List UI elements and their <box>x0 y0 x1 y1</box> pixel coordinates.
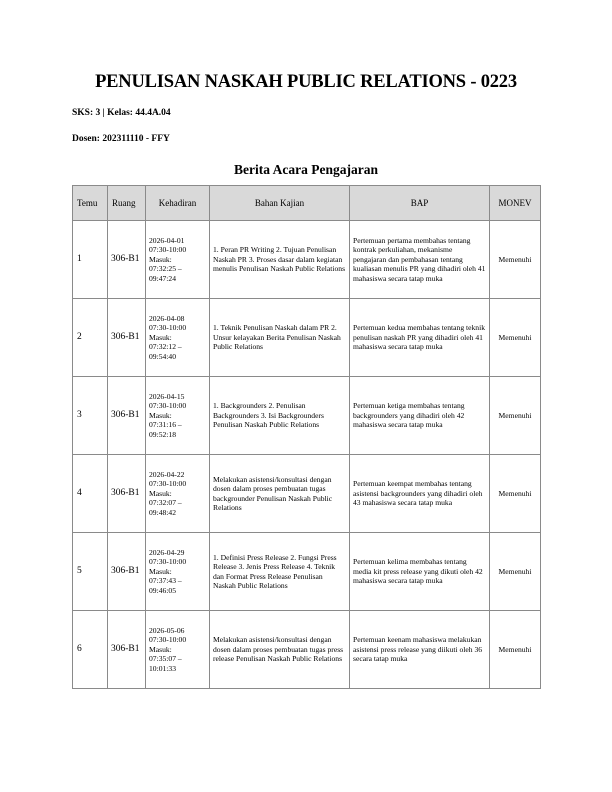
cell-bap: Pertemuan keempat membahas tentang asistensi backgrounders yang dihadiri oleh 43 mahasiswa secara tatap muka <box>350 455 490 533</box>
header-kehadiran: Kehadiran <box>146 186 210 221</box>
cell-ruang: 306-B1 <box>108 377 146 455</box>
table-row <box>73 533 541 611</box>
cell-bap: Pertemuan keenam mahasiswa melakukan asistensi press release yang diikuti oleh 36 secara tatap muka <box>350 611 490 689</box>
attendance-line: 2026-04-01 <box>149 235 185 245</box>
attendance-line: Masuk: <box>149 332 172 342</box>
attendance-line: Masuk: <box>149 254 172 264</box>
cell-bahan-kajian: Melakukan asistensi/konsultasi dengan dosen dalam proses pembuatan tugas press release Penulisan Naskah Public Relations <box>210 611 350 689</box>
attendance-line: 09:52:18 <box>149 429 177 439</box>
header-monev: MONEV <box>490 186 541 221</box>
table-body <box>73 221 541 689</box>
attendance-line: 07:30-10:00 <box>149 401 187 411</box>
cell-temu: 1 <box>73 221 108 299</box>
attendance-line: 07:30-10:00 <box>149 635 187 645</box>
attendance-line: 07:32:12 – <box>149 342 182 352</box>
table-header-row <box>73 186 541 221</box>
table-row <box>73 299 541 377</box>
cell-temu: 2 <box>73 299 108 377</box>
document-title: PENULISAN NASKAH PUBLIC RELATIONS - 0223 <box>95 72 517 92</box>
attendance-line: 07:32:25 – <box>149 264 182 274</box>
table-row <box>73 611 541 689</box>
cell-ruang: 306-B1 <box>108 221 146 299</box>
cell-bahan-kajian: 1. Peran PR Writing 2. Tujuan Penulisan Naskah PR 3. Proses dasar dalam kegiatan menulis Penulisan Naskah Public Relations <box>210 221 350 299</box>
attendance-line: 07:32:07 – <box>149 498 182 508</box>
cell-bahan-kajian: 1. Backgrounders 2. Penulisan Backgrounders 3. Isi Backgrounders Penulisan Naskah Public Relations <box>210 377 350 455</box>
attendance-line: 09:46:05 <box>149 585 177 595</box>
cell-temu: 4 <box>73 455 108 533</box>
attendance-line: 10:01:33 <box>149 663 177 673</box>
attendance-line: Masuk: <box>149 644 172 654</box>
cell-kehadiran <box>146 221 210 299</box>
attendance-line: 2026-04-22 <box>149 469 185 479</box>
attendance-line: 09:54:40 <box>149 351 177 361</box>
cell-kehadiran <box>146 299 210 377</box>
cell-ruang: 306-B1 <box>108 533 146 611</box>
cell-ruang: 306-B1 <box>108 299 146 377</box>
header-bahan-kajian: Bahan Kajian <box>210 186 350 221</box>
cell-bahan-kajian: 1. Definisi Press Release 2. Fungsi Press Release 3. Jenis Press Release 4. Teknik dan Format Press Release Penulisan Naskah Public Relations <box>210 533 350 611</box>
cell-kehadiran <box>146 611 210 689</box>
cell-monev: Memenuhi <box>490 299 541 377</box>
header-temu: Temu <box>73 186 108 221</box>
attendance-line: 07:30-10:00 <box>149 557 187 567</box>
attendance-line: 07:30-10:00 <box>149 479 187 489</box>
attendance-line: Masuk: <box>149 410 172 420</box>
table-row <box>73 221 541 299</box>
cell-kehadiran <box>146 533 210 611</box>
cell-kehadiran <box>146 377 210 455</box>
header-ruang: Ruang <box>108 186 146 221</box>
cell-monev: Memenuhi <box>490 455 541 533</box>
cell-bap: Pertemuan pertama membahas tentang kontrak perkuliahan, mekanisme pengajaran dan pembahasan tentang kualiasan menulis PR yang dihadiri oleh 41 mahasiswa secara tatap muka <box>350 221 490 299</box>
attendance-line: Masuk: <box>149 488 172 498</box>
cell-bahan-kajian: Melakukan asistensi/konsultasi dengan dosen dalam proses pembuatan tugas backgrounder Penulisan Naskah Public Relations <box>210 455 350 533</box>
section-subtitle: Berita Acara Pengajaran <box>234 162 378 177</box>
course-meta: SKS: 3 | Kelas: 44.4A.04 <box>72 108 171 118</box>
cell-monev: Memenuhi <box>490 221 541 299</box>
cell-bap: Pertemuan ketiga membahas tentang backgrounders yang dihadiri oleh 42 mahasiswa secara tatap muka <box>350 377 490 455</box>
attendance-line: 07:31:16 – <box>149 420 182 430</box>
cell-ruang: 306-B1 <box>108 455 146 533</box>
attendance-line: 2026-04-29 <box>149 547 185 557</box>
attendance-line: 2026-04-15 <box>149 391 185 401</box>
table-row <box>73 455 541 533</box>
attendance-line: 09:47:24 <box>149 273 177 283</box>
attendance-line: 09:48:42 <box>149 507 177 517</box>
attendance-line: 07:37:43 – <box>149 576 182 586</box>
attendance-line: Masuk: <box>149 566 172 576</box>
cell-monev: Memenuhi <box>490 533 541 611</box>
cell-kehadiran <box>146 455 210 533</box>
lecturer-meta: Dosen: 202311110 - FFY <box>72 134 170 144</box>
attendance-line: 2026-04-08 <box>149 313 185 323</box>
cell-bap: Pertemuan kedua membahas tentang teknik penulisan naskah PR yang dihadiri oleh 41 mahasiswa secara tatap muka <box>350 299 490 377</box>
attendance-line: 07:35:07 – <box>149 654 182 664</box>
attendance-line: 07:30-10:00 <box>149 245 187 255</box>
cell-bap: Pertemuan kelima membahas tentang media kit press release yang dikuti oleh 42 mahasiswa secara tatap muka <box>350 533 490 611</box>
attendance-line: 07:30-10:00 <box>149 323 187 333</box>
cell-monev: Memenuhi <box>490 377 541 455</box>
teaching-record-table <box>72 185 541 689</box>
cell-bahan-kajian: 1. Teknik Penulisan Naskah dalam PR 2. Unsur kelayakan Berita Penulisan Naskah Public Relations <box>210 299 350 377</box>
cell-temu: 5 <box>73 533 108 611</box>
cell-temu: 6 <box>73 611 108 689</box>
table-row <box>73 377 541 455</box>
attendance-line: 2026-05-06 <box>149 625 185 635</box>
cell-temu: 3 <box>73 377 108 455</box>
cell-ruang: 306-B1 <box>108 611 146 689</box>
cell-monev: Memenuhi <box>490 611 541 689</box>
header-bap: BAP <box>350 186 490 221</box>
